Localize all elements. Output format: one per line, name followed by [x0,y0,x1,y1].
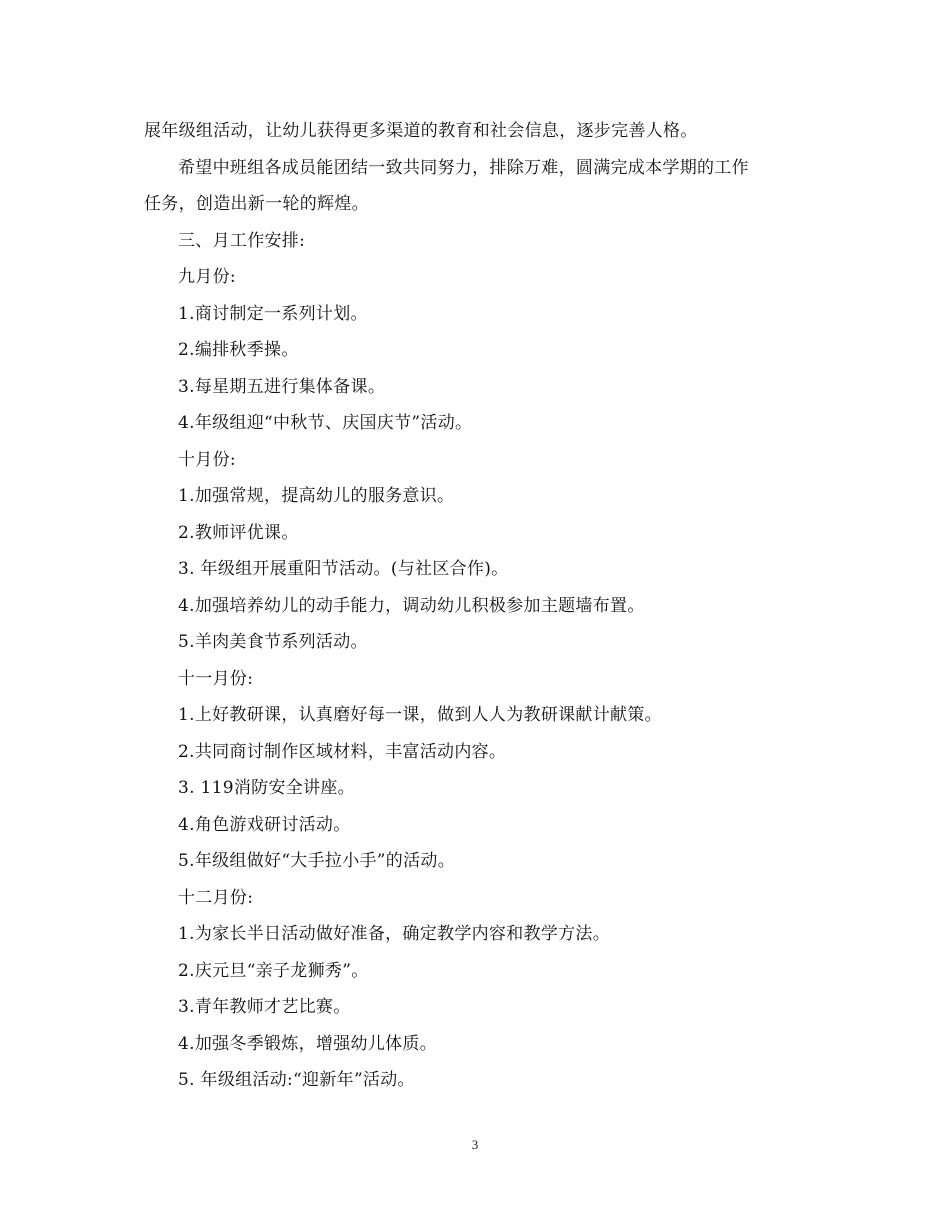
text-line: 4.角色游戏研讨活动。 [178,814,351,835]
text-line: 任务，创造出新一轮的辉煌。 [144,194,369,214]
text-line: 十月份: [178,449,236,470]
text-line: 2.庆元旦“亲子龙狮秀”。 [178,960,369,981]
text-line: 4.加强培养幼儿的动手能力，调动幼儿积极参加主题墙布置。 [178,595,645,616]
text-line: 九月份: [178,267,236,287]
text-line: 4.年级组迎“中秋节、庆国庆节”活动。 [178,413,473,433]
text-line: 5.羊肉美食节系列活动。 [178,632,368,652]
text-line: 2.编排秋季操。 [178,340,299,360]
text-line: 1.加强常规，提高幼儿的服务意识。 [178,486,455,506]
text-line: 1.为家长半日活动做好准备，确定教学内容和教学方法。 [178,924,611,944]
text-line: 2.共同商讨制作区域材料，丰富活动内容。 [178,741,507,762]
text-line: 十二月份: [178,887,254,908]
text-line: 4.加强冬季锻炼，增强幼儿体质。 [178,1033,438,1054]
text-line: 3. 年级组开展重阳节活动。(与社区合作)。 [178,559,509,579]
text-line: 3.青年教师才艺比赛。 [178,997,351,1017]
document-body [144,113,804,1099]
text-line: 三、月工作安排: [178,230,306,251]
text-line: 十一月份: [178,668,254,689]
text-line: 1.商讨制定一系列计划。 [178,303,368,324]
text-line: 2.教师评优课。 [178,522,299,543]
text-line: 希望中班组各成员能团结一致共同努力，排除万难，圆满完成本学期的工作 [178,157,749,178]
page-number: 3 [471,1137,479,1152]
text-line: 5.年级组做好“大手拉小手”的活动。 [178,851,456,871]
text-line: 3. 119消防安全讲座。 [178,778,355,798]
text-line: 展年级组活动，让幼儿获得更多渠道的教育和社会信息，逐步完善人格。 [144,121,698,141]
text-line: 5. 年级组活动:“迎新年”活动。 [178,1070,415,1090]
text-line: 3.每星期五进行集体备课。 [178,376,386,397]
text-line: 1.上好教研课，认真磨好每一课，做到人人为教研课献计献策。 [178,705,662,725]
